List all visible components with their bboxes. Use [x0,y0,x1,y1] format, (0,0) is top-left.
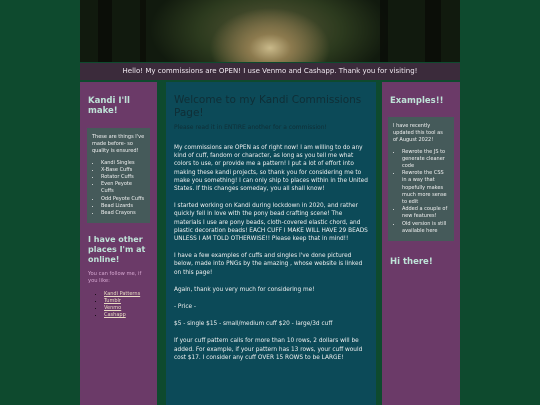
update-notes-intro: I have recently updated this tool as of August 2022! [393,123,443,144]
page-title: Welcome to my Kandi Commissions Page! [174,94,362,119]
list-item [104,305,157,312]
price-heading: - Price - [174,304,197,311]
paragraph: If your cuff pattern calls for more than 10 rows, 2 dollars will be added. For example, if your pattern has 13 rows, your cuff would cost $17. I consider any cuff OVER 15 ROWS to be LARGE! [174,338,363,361]
tree-trunk-shape [140,0,146,62]
kandi-types-list [92,160,145,218]
follow-text: You can follow me, if you like: [88,271,142,285]
update-notes-list [393,149,449,235]
paragraph: I have a few examples of cuffs and singles I've done pictured below, made into PNGs by the amazing , whose website is linked on this page! [174,253,363,276]
list-item: • Even Peyote Cuffs [101,181,145,195]
price-list: $5 - single $15 - small/medium cuff $20 - large/3d cuff [174,321,333,328]
kandi-types-intro: These are things I've made before- so quality is ensured! [92,134,145,155]
link-cashapp[interactable]: Cashapp [104,312,126,319]
list-item: • Bead Crayons [101,210,145,217]
list-item: • Added a couple of new features! [402,206,449,220]
link-venmo[interactable]: Venmo [104,305,122,312]
left-sidebar [80,82,157,405]
link-tumblr[interactable]: Tumblr [104,298,121,305]
update-notes-box [388,117,454,241]
tree-trunk-shape [380,0,388,62]
header-banner-image [80,0,460,62]
list-item: • Odd Peyote Cuffs [101,196,145,203]
list-item: • Rewrote the CSS in a way that hopefully makes much more sense to edit [402,170,449,206]
tree-trunk-shape [425,0,441,62]
list-item [104,312,157,319]
main-content [166,82,376,405]
paragraph: I started working on Kandi during lockdown in 2020, and rather quickly fell in love with the pony bead crafting scene! The materials I use are pony beads, cloth-covered elastic chord, and plastic decoration beads! EACH CUFF I MAKE WILL HAVE 29 BEADS UNLESS I AM TOLD OTHERWISE!! Please keep that in mind!! [174,203,368,243]
list-item [104,298,157,305]
kandi-types-box [87,128,150,223]
list-item: • Kandi Singles [101,160,145,167]
paragraph: My commissions are OPEN as of right now! I am willing to do any kind of cuff, fandom or character, as long as you tell me what colors to use, or provide me a pattern! I put a lot of effort into making these kandi projects, so thank you for considering me to make you something! I can only ship to places within in the United States. If this changes someday, you all shall know! [174,145,368,193]
social-links-list [88,291,157,319]
page [80,0,460,405]
list-item: • Old version is still available here [402,221,449,235]
right-sidebar-title: Examples!! [390,96,444,106]
paragraph: Again, thank you very much for considering me! [174,286,315,293]
left-sidebar-title: Kandi I'll make! [88,96,130,116]
page-subtitle: Please read it in ENTIRE another for a commission! [174,124,327,131]
tree-trunk-shape [98,0,112,62]
list-item: • X-Base Cuffs [101,167,145,174]
right-sidebar [382,82,460,405]
list-item: • Rewrote the JS to generate cleaner code [402,149,449,171]
list-item [104,291,157,298]
link-kandi-patterns[interactable]: Kandi Patterns [104,291,141,298]
list-item: • Rotator Cuffs [101,174,145,181]
hi-there-heading: Hi there! [390,257,433,268]
other-places-title: I have other places I'm at online! [88,235,146,265]
list-item: • Bead Lizards [101,203,145,210]
announcement-bar: Hello! My commissions are OPEN! I use Venmo and Cashapp. Thank you for visiting! [80,63,460,80]
